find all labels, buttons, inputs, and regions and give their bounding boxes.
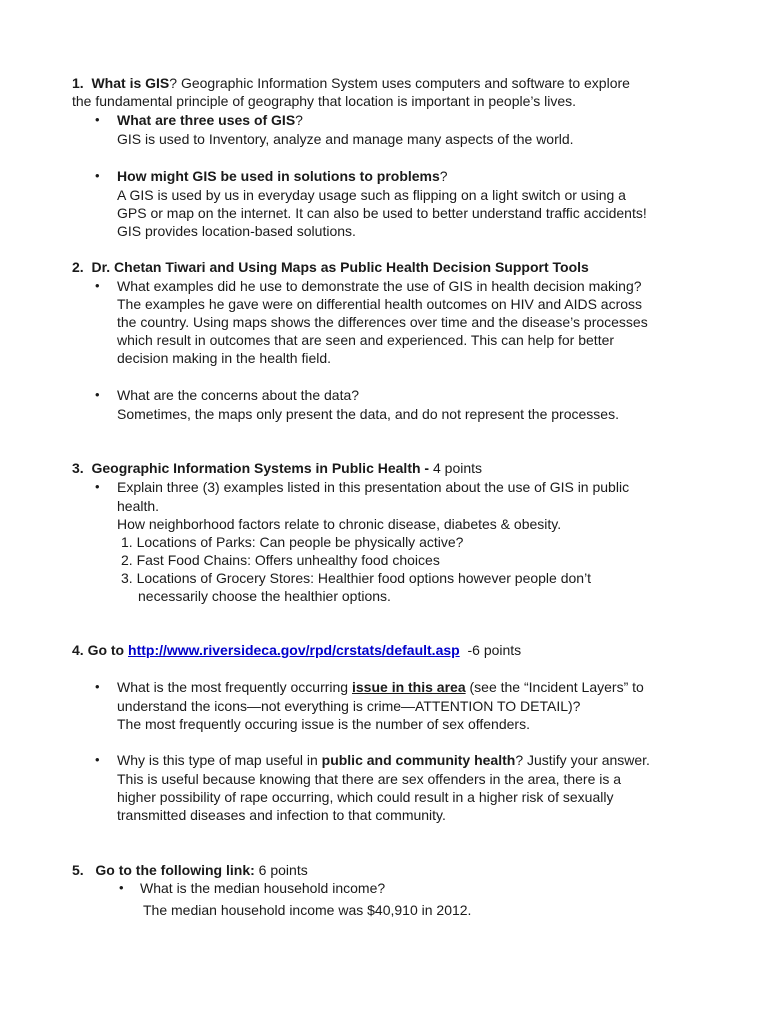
q2-bullet2-answer: Sometimes, the maps only present the data, and do not represent the processes.: [117, 406, 619, 422]
q3-bullet1-line: How neighborhood factors relate to chronic disease, diabetes & obesity.: [117, 516, 562, 532]
q1-bullet2-question: How might GIS be used in solutions to problems?: [117, 168, 448, 184]
q5-label: Go to the following link:: [95, 862, 255, 878]
issue-emphasis: issue in this area: [352, 679, 466, 695]
q2-bullet1-line: The examples he gave were on differential health outcomes on HIV and AIDS across: [117, 296, 643, 312]
q2-bullet1-line: What examples did he use to demonstrate the use of GIS in health decision making?: [117, 278, 642, 294]
q1-intro-line2: the fundamental principle of geography that location is important in people’s lives.: [72, 93, 577, 109]
bullet-icon: •: [95, 479, 100, 494]
q2-bullet2-question: What are the concerns about the data?: [117, 387, 360, 403]
q4-bullet2-answer-line: This is useful because knowing that there are sex offenders in the area, there is a: [117, 771, 622, 787]
q4-points: -6 points: [467, 642, 522, 658]
q4-bullet1-question-line2: understand the icons—not everything is crime—ATTENTION TO DETAIL)?: [117, 698, 581, 714]
q2-bullet1-line: decision making in the health field.: [117, 350, 332, 366]
q1-intro: ? Geographic Information System uses computers and software to explore: [169, 75, 630, 91]
bullet-icon: •: [95, 679, 100, 694]
q3-points: 4 points: [429, 460, 483, 476]
q3-bullet1-line: Explain three (3) examples listed in this presentation about the use of GIS in public: [117, 479, 630, 495]
q3-number: 3.: [72, 460, 84, 476]
q2-number: 2.: [72, 259, 84, 275]
bullet-icon: •: [95, 278, 100, 293]
q3-list-item: 2. Fast Food Chains: Offers unhealthy food choices: [121, 552, 440, 568]
q1-bullet2-answer-line: GIS provides location-based solutions.: [117, 223, 356, 239]
q3-list-item: 3. Locations of Grocery Stores: Healthier food options however people don’t: [121, 570, 592, 586]
q1-number: 1.: [72, 75, 84, 91]
q5-bullet1-answer: The median household income was $40,910 in 2012.: [143, 902, 472, 918]
q2-bullet1-line: which result in outcomes that are seen and experienced. This can help for better: [117, 332, 615, 348]
public-health-emphasis: public and community health: [321, 752, 516, 768]
q5-heading: [72, 861, 308, 879]
bullet-icon: •: [95, 168, 100, 183]
q4-bullet1-question: What is the most frequently occurring issue in this area (see the “Incident Layers” to: [117, 679, 644, 695]
q5-bullet1-question: What is the median household income?: [140, 880, 386, 896]
q4-bullet1-answer: The most frequently occuring issue is the number of sex offenders.: [117, 716, 530, 732]
q5-number: 5.: [72, 862, 84, 878]
q4-bullet2-answer-line: higher possibility of rape occurring, which could result in a higher risk of sexually: [117, 789, 614, 805]
q3-heading: [72, 459, 482, 477]
bullet-icon: •: [119, 880, 124, 895]
bullet-icon: •: [95, 112, 100, 127]
q4-bullet2-answer-line: transmitted diseases and infection to that community.: [117, 807, 446, 823]
q1-bullet2-answer-line: GPS or map on the internet. It can also be used to better understand traffic accidents!: [117, 205, 647, 221]
q2-title: Dr. Chetan Tiwari and Using Maps as Public Health Decision Support Tools: [91, 259, 589, 275]
bullet-icon: •: [95, 387, 100, 402]
q1-line1: [72, 74, 630, 92]
q5-points: 6 points: [254, 862, 308, 878]
bullet-icon: •: [95, 752, 100, 767]
q3-list-item-continued: necessarily choose the healthier options.: [138, 588, 391, 604]
q1-title: What is GIS: [91, 75, 170, 91]
q1-bullet1-question: What are three uses of GIS?: [117, 112, 303, 128]
q3-title: Geographic Information Systems in Public Health -: [91, 460, 430, 476]
q4-label: 4. Go to: [72, 642, 125, 658]
q2-bullet1-line: the country. Using maps shows the differences over time and the disease’s processes: [117, 314, 648, 330]
q1-bullet2-answer-line: A GIS is used by us in everyday usage such as flipping on a light switch or using a: [117, 187, 626, 203]
q3-list-item: 1. Locations of Parks: Can people be physically active?: [121, 534, 464, 550]
q1-bullet1-answer: GIS is used to Inventory, analyze and manage many aspects of the world.: [117, 131, 574, 147]
riversideca-crime-stats-link[interactable]: http://www.riversideca.gov/rpd/crstats/default.asp: [128, 642, 460, 658]
q4-bullet2-question: Why is this type of map useful in public and community health? Justify your answer.: [117, 752, 650, 768]
q3-bullet1-line: health.: [117, 498, 160, 514]
q4-heading: [72, 641, 521, 659]
q2-heading: [72, 258, 589, 276]
